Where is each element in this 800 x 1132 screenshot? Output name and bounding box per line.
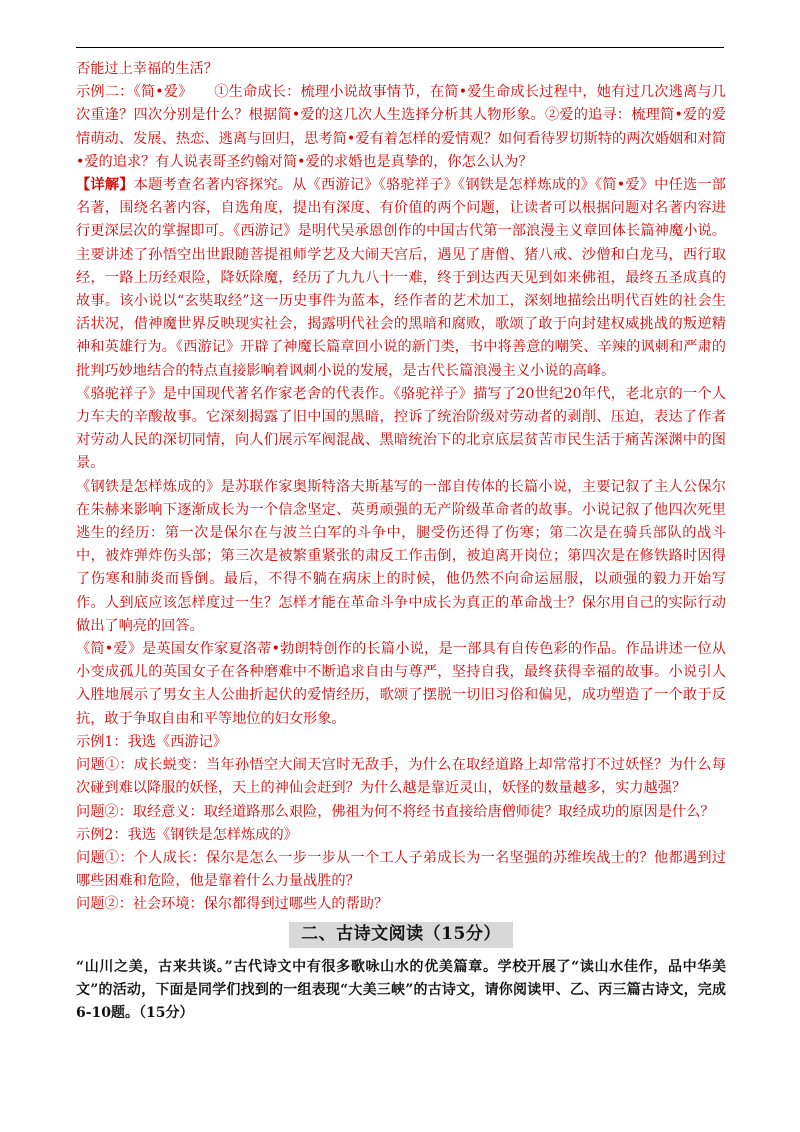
section-title: 二、古诗文阅读（15分） <box>289 922 513 948</box>
detail-paragraph <box>76 174 726 383</box>
header-rule <box>76 47 724 48</box>
detail-text: 本题考查名著内容探究。从《西游记》《骆驼祥子》《钢铁是怎样炼成的》《简•爱》中任选一部名著，围绕名著内容，自选角度，提出有深度、有价值的两个问题，让读者可以根据问题对名著内容进行更深层次的掌握即可。《西游记》是明代吴承恩创作的中国古代第一部浪漫主义章回体长篇神魔小说。主要讲述了孙悟空出世跟随菩提祖师学艺及大闹天宫后，遇见了唐僧、猪八戒、沙僧和白龙马，西行取经，一路上历经艰险，降妖除魔，经历了九九八十一难，终于到达西天见到如来佛祖，最终五圣成真的故事。该小说以“玄奘取经”这一历史事件为蓝本，经作者的艺术加工，深刻地描绘出明代百姓的社会生活状况，借神魔世界反映现实社会，揭露明代社会的黑暗和腐败，歌颂了敢于向封建权威挑战的叛逆精神和英雄行为。《西游记》开辟了神魔长篇章回小说的新门类，书中将善意的嘲笑、辛辣的讽刺和严肃的批判巧妙地结合的特点直接影响着讽刺小说的发展，是古代长篇浪漫主义小说的高峰。 <box>76 177 726 379</box>
page-content <box>76 58 726 1026</box>
jianai-paragraph: 《简•爱》是英国女作家夏洛蒂•勃朗特创作的长篇小说，是一部具有自传色彩的作品。作品讲述一位从小变成孤儿的英国女子在各种磨难中不断追求自由与尊严，坚持自我，最终获得幸福的故事。小说引人入胜地展示了男女主人公曲折起伏的爱情经历，歌颂了摆脱一切旧习俗和偏见，成功塑造了一个敢于反抗，敢于争取自由和平等地位的妇女形象。 <box>76 641 726 727</box>
example-2-question-1: 问题①：个人成长：保尔是怎么一步一步从一个工人子弟成长为一名坚强的苏维埃战士的？他都遇到过哪些困难和危险，他是靠着什么力量战胜的？ <box>76 849 726 890</box>
example-1-question-2: 问题②：取经意义：取经道路那么艰险，佛祖为何不将经书直接给唐僧师徒？取经成功的原因是什么？ <box>76 803 715 820</box>
example-2-jane-eyre: 示例二：《简•爱》 ①生命成长：梳理小说故事情节，在简•爱生命成长过程中，她有过几次逃离与几次重逢？四次分别是什么？根据简•爱的这几次人生选择分析其人物形象。②爱的追寻：梳理简•爱的爱情萌动、发展、热恋、逃离与回归，思考简•爱有着怎样的爱情观？如何看待罗切斯特的两次婚姻和对简•爱的追求？有人说表哥圣约翰对简•爱的求婚也是真挚的，你怎么认为？ <box>76 84 726 170</box>
example-2-question-2: 问题②：社会环境：保尔都得到过哪些人的帮助？ <box>76 896 389 913</box>
section-intro: “山川之美，古来共谈。”古代诗文中有很多歌咏山水的优美篇章。学校开展了“读山水佳作，品中华美文”的活动，下面是同学们找到的一组表现“大美三峡”的古诗文，请你阅读甲、乙、丙三篇古诗文，完成6-10题。（15分） <box>76 958 726 1022</box>
question-end-line: 否能过上幸福的生活？ <box>76 61 218 77</box>
example-1-question-1: 问题①：成长蜕变：当年孙悟空大闹天宫时无敌手，为什么在取经道路上却常常打不过妖怪？为什么每次碰到难以降服的妖怪，天上的神仙会赶到？为什么越是靠近灵山，妖怪的数量越多，实力越强？ <box>76 757 726 797</box>
luotuo-paragraph: 《骆驼祥子》是中国现代著名作家老舍的代表作。《骆驼祥子》描写了20世纪20年代，老北京的一个人力车夫的辛酸故事。它深刻揭露了旧中国的黑暗，控诉了统治阶级对劳动者的剥削、压迫，表达了作者对劳动人民的深切同情，向人们展示军阀混战、黑暗统治下的北京底层贫苦市民生活于痛苦深渊中的图景。 <box>76 385 726 472</box>
detail-tag: 【详解】 <box>76 177 134 194</box>
example-2-heading: 示例2：我选《钢铁是怎样炼成的》 <box>76 826 298 843</box>
section-heading-wrap <box>76 922 726 948</box>
gangtie-paragraph: 《钢铁是怎样炼成的》是苏联作家奥斯特洛夫斯基写的一部自传体的长篇小说，主要记叙了主人公保尔在朱赫来影响下逐渐成长为一个信念坚定、英勇顽强的无产阶级革命者的故事。小说记叙了他四次死里逃生的经历：第一次是保尔在与波兰白军的斗争中，腿受伤还得了伤寒；第二次是在骑兵部队的战斗中，被炸弹炸伤头部；第三次是被繁重紧张的肃反工作击倒，被迫离开岗位；第四次是在修铁路时因得了伤寒和肺炎而昏倒。最后，不得不躺在病床上的时候，他仍然不向命运屈服，以顽强的毅力开始写作。人到底应该怎样度过一生？怎样才能在革命斗争中成长为真正的革命战士？保尔用自己的实际行动做出了响亮的回答。 <box>76 478 726 634</box>
example-1-heading: 示例1：我选《西游记》 <box>76 733 227 750</box>
